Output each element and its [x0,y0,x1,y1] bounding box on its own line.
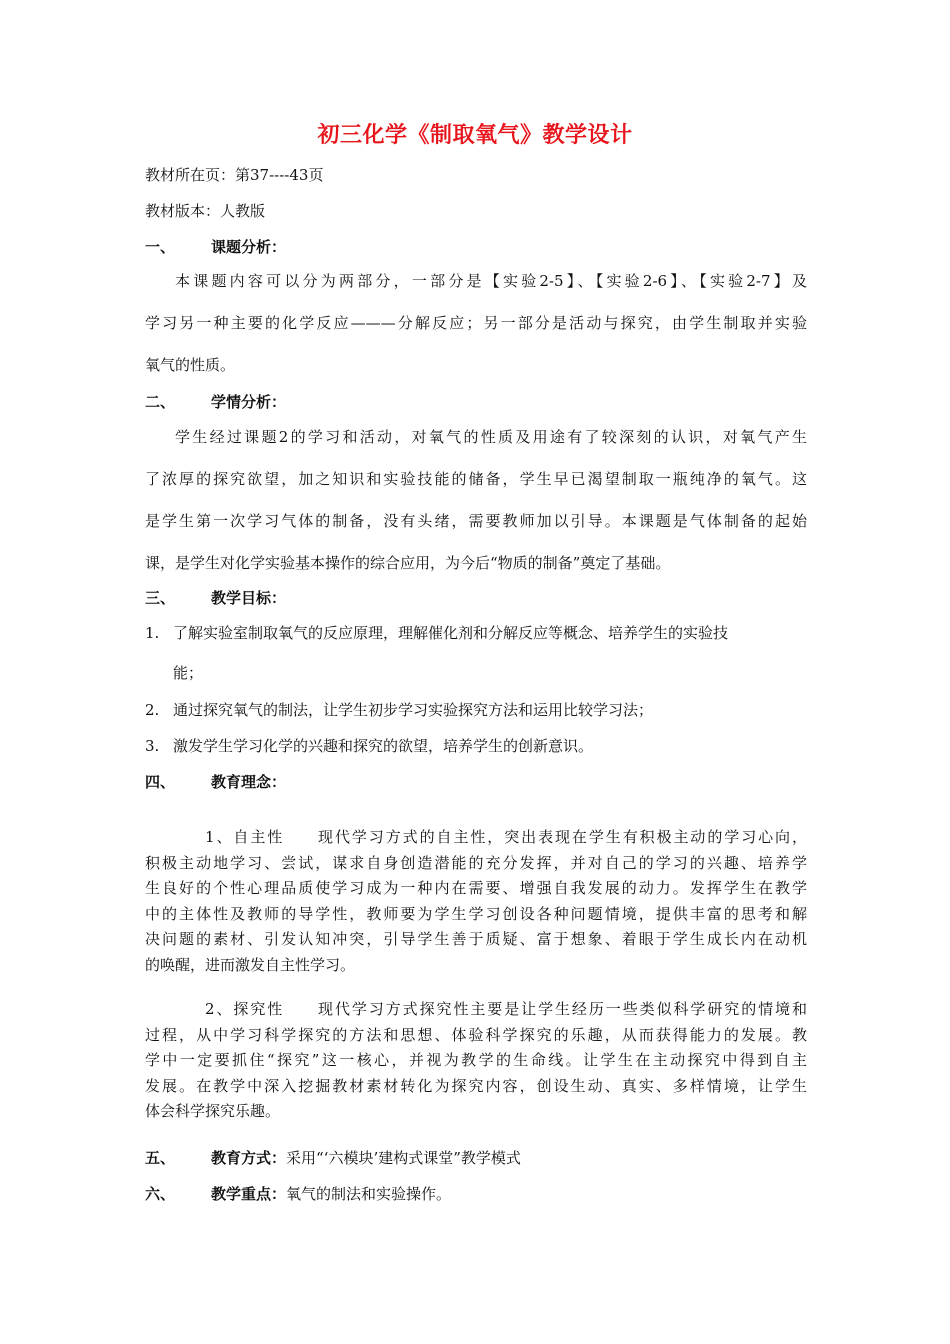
section-heading-4 [145,771,286,792]
paragraph-line: 学中一定要抓住“探究”这一核心，并视为教学的生命线。让学生在主动探究中得到自主 [145,1051,807,1069]
paragraph-line: 1、自主性 现代学习方式的自主性，突出表现在学生有积极主动的学习心向， [205,828,807,846]
paragraph-line: 学习另一种主要的化学反应———分解反应；另一部分是活动与探究，由学生制取并实验 [145,314,807,332]
section-title: 教学重点： [211,1185,287,1203]
section-title: 学情分析： [211,393,287,411]
section-2-paragraph [145,426,807,594]
goal-number: 1. [145,624,160,642]
section-1-paragraph [145,270,807,396]
textbook-pages: 教材所在页：第37----43页 [145,166,324,184]
paragraph-line: 本课题内容可以分为两部分，一部分是【实验2-5】、【实验2-6】、【实验2-7】及 [175,272,807,290]
paragraph-line: 了浓厚的探究欲望，加之知识和实验技能的储备，学生早已渴望制取一瓶纯净的氧气。这 [145,470,807,488]
paragraph-line: 氧气的性质。 [145,356,236,374]
paragraph-line: 积极主动地学习、尝试，谋求自身创造潜能的充分发挥，并对自己的学习的兴趣、培养学 [145,853,807,872]
paragraph-line: 学生经过课题2的学习和活动，对氧气的性质及用途有了较深刻的认识，对氧气产生 [175,428,807,446]
section-heading-5 [145,1147,521,1168]
goal-item-1-continued [173,662,203,683]
paragraph-line: 过程，从中学习科学探究的方法和思想、体验科学探究的乐趣，从而获得能力的发展。教 [145,1025,807,1044]
section-number: 二、 [145,393,176,411]
section-4-paragraph-1 [145,826,807,979]
paragraph-line: 是学生第一次学习气体的制备，没有头绪，需要教师加以引导。本课题是气体制备的起始 [145,512,807,530]
section-heading-1 [145,236,286,257]
section-number: 五、 [145,1149,176,1167]
goal-item-1 [145,622,728,643]
goal-item-2 [145,699,653,720]
section-heading-2 [145,391,286,412]
goal-item-3 [145,735,593,756]
goal-text: 激发学生学习化学的兴趣和探究的欲望，培养学生的创新意识。 [173,737,594,755]
section-number: 一、 [145,238,176,256]
section-heading-3 [145,587,286,608]
section-number: 六、 [145,1185,176,1203]
section-title: 课题分析： [211,238,287,256]
section-content: 氧气的制法和实验操作。 [286,1185,452,1203]
goal-text: 了解实验室制取氧气的反应原理，理解催化剂和分解反应等概念、培养学生的实验技 [173,624,729,642]
goal-text: 能； [173,664,204,682]
section-number: 三、 [145,589,176,607]
paragraph-line: 生良好的个性心理品质使学习成为一种内在需要、增强自我发展的动力。发挥学生在教学 [145,879,807,897]
goal-number: 3. [145,737,160,755]
paragraph-line: 的唤醒，进而激发自主性学习。 [145,955,356,974]
paragraph-line: 2、探究性 现代学习方式探究性主要是让学生经历一些类似科学研究的情境和 [205,1000,807,1018]
section-heading-6 [145,1183,451,1204]
section-title: 教育理念： [211,773,287,791]
paragraph-line: 体会科学探究乐趣。 [145,1102,281,1120]
document-title: 初三化学《制取氧气》教学设计 [317,123,633,148]
section-content: 采用“‘六模块’建构式课堂”教学模式 [286,1149,521,1167]
section-number: 四、 [145,773,176,791]
textbook-edition: 教材版本：人教版 [145,202,266,220]
paragraph-line: 决问题的素材、引发认知冲突，引导学生善于质疑、富于想象、着眼于学生成长内在动机 [145,930,807,948]
paragraph-line: 发展。在教学中深入挖掘教材素材转化为探究内容，创设生动、真实、多样情境，让学生 [145,1076,807,1095]
section-title: 教学目标： [211,589,287,607]
paragraph-line: 课，是学生对化学实验基本操作的综合应用，为今后“物质的制备”奠定了基础。 [145,554,671,572]
paragraph-line: 中的主体性及教师的导学性，教师要为学生学习创设各种问题情境，提供丰富的思考和解 [145,904,807,923]
goal-text: 通过探究氧气的制法，让学生初步学习实验探究方法和运用比较学习法； [173,701,654,719]
section-title: 教育方式： [211,1149,287,1167]
goal-number: 2. [145,701,160,719]
section-4-paragraph-2 [145,998,807,1126]
